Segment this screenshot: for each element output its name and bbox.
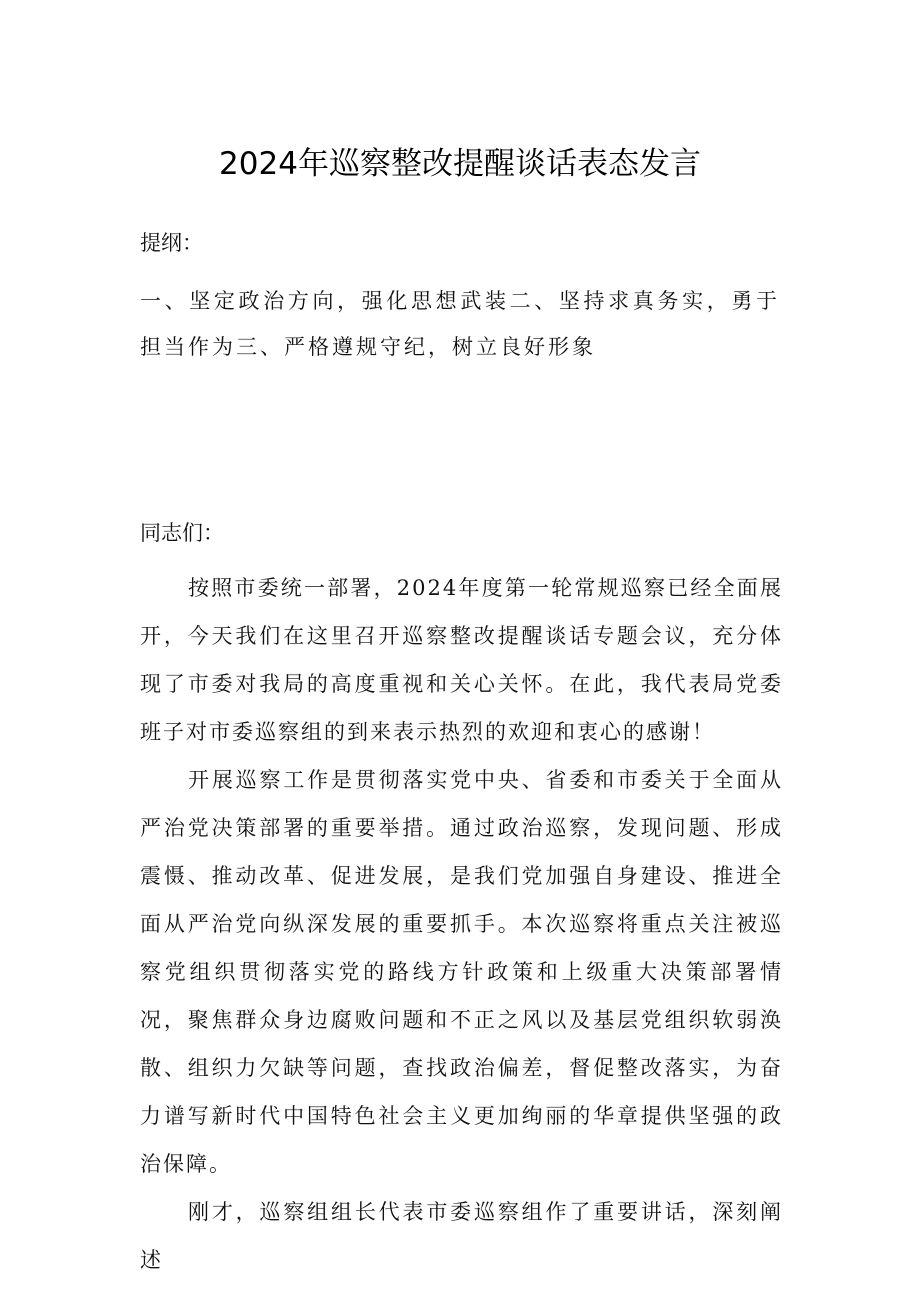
document-title: 2024年巡察整改提醒谈话表态发言 [219, 146, 701, 182]
body-text [140, 564, 783, 1284]
paragraph-2: 开展巡察工作是贯彻落实党中央、省委和市委关于全面从严治党决策部署的重要举措。通过政治巡察，发现问题、形成震慑、推动改革、促进发展，是我们党加强自身建设、推进全面从严治党向纵深发展的重要抓手。本次巡察将重点关注被巡察党组织贯彻落实党的路线方针政策和上级重大决策部署情况，聚焦群众身边腐败问题和不正之风以及基层党组织软弱涣散、组织力欠缺等问题，查找政治偏差，督促整改落实，为奋力谱写新时代中国特色社会主义更加绚丽的华章提供坚强的政治保障。 [140, 768, 783, 1176]
greeting: 同志们： [140, 521, 224, 545]
paragraph-3: 刚才，巡察组组长代表市委巡察组作了重要讲话，深刻阐述 [140, 1200, 783, 1272]
outline-label: 提纲： [140, 231, 203, 255]
outline-text: 一、坚定政治方向，强化思想武装二、坚持求真务实，勇于担当作为三、严格遵规守纪，树立良好形象 [140, 289, 780, 359]
paragraph-1: 按照市委统一部署，2024年度第一轮常规巡察已经全面展开，今天我们在这里召开巡察整改提醒谈话专题会议，充分体现了市委对我局的高度重视和关心关怀。在此，我代表局党委班子对市委巡察组的到来表示热烈的欢迎和衷心的感谢！ [140, 576, 783, 744]
